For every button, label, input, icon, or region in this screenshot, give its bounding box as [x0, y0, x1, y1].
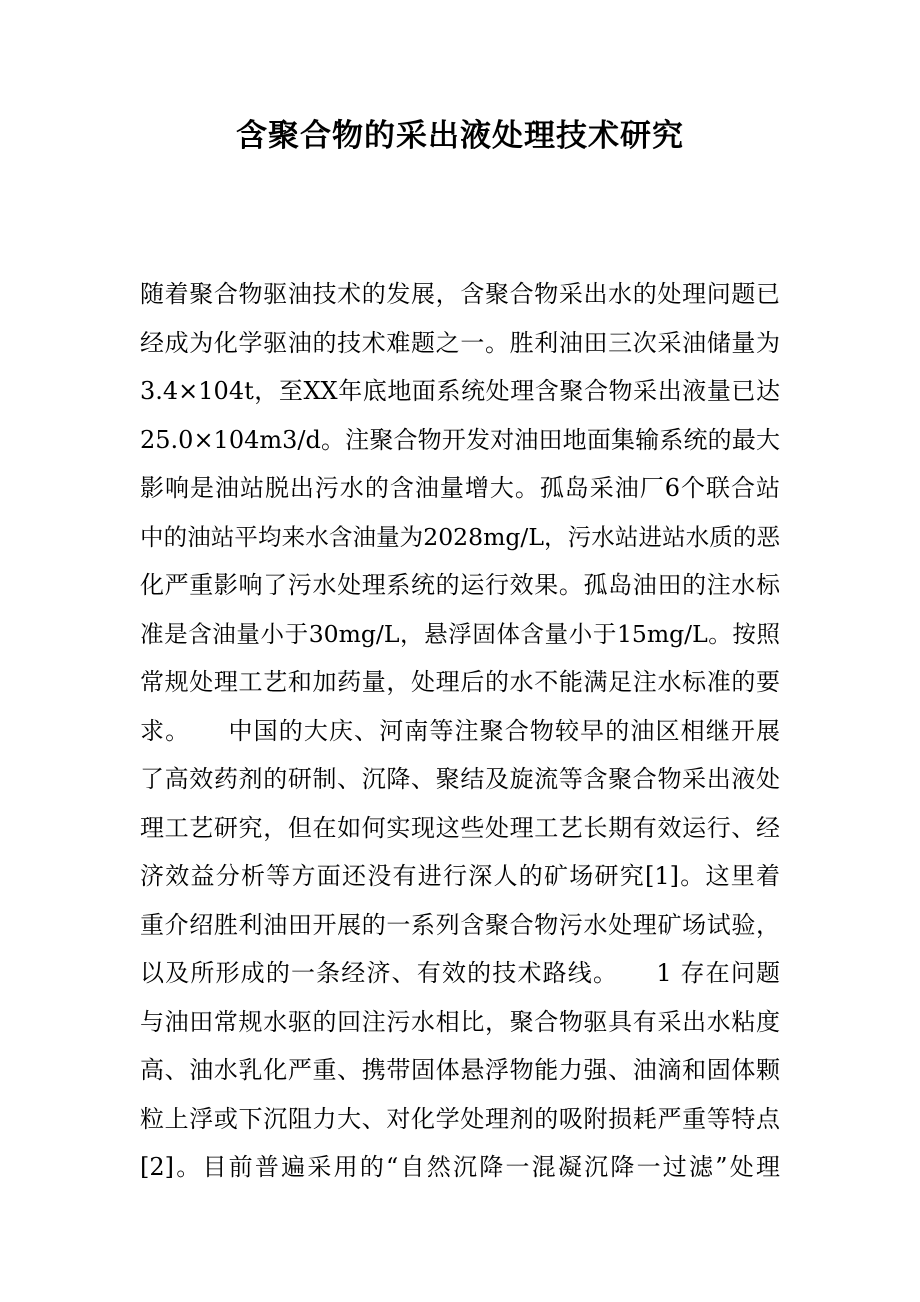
text-line: 求。 中国的大庆、河南等注聚合物较早的油区相继开展	[140, 716, 780, 745]
text-line: 粒上浮或下沉阻力大、对化学处理剂的吸附损耗严重等特点	[140, 1104, 780, 1133]
text-line: 中的油站平均来水含油量为2028mg/L，污水站进站水质的恶	[140, 522, 780, 551]
text-line: 高、油水乳化严重、携带固体悬浮物能力强、油滴和固体颗	[140, 1056, 780, 1084]
text-line: 准是含油量小于30mg/L，悬浮固体含量小于15mg/L。按照	[140, 619, 780, 648]
text-line: 3.4×104t，至XX年底地面系统处理含聚合物采出液量已达	[140, 377, 780, 405]
text-line: 与油田常规水驱的回注污水相比，聚合物驱具有采出水粘度	[140, 1007, 780, 1036]
text-line: 了高效药剂的研制、沉降、聚结及旋流等含聚合物采出液处	[140, 765, 780, 793]
text-line: 常规处理工艺和加药量，处理后的水不能满足注水标准的要	[140, 668, 780, 696]
text-line: 重介绍胜利油田开展的一系列含聚合物污水处理矿场试验，	[140, 910, 780, 939]
text-line: 化严重影响了污水处理系统的运行效果。孤岛油田的注水标	[140, 571, 780, 599]
text-line: 以及所形成的一条经济、有效的技术路线。 1 存在问题	[140, 959, 780, 987]
body-text	[140, 270, 780, 1192]
text-line: 随着聚合物驱油技术的发展，含聚合物采出水的处理问题已	[140, 280, 780, 308]
document-title: 含聚合物的采出液处理技术研究	[236, 118, 684, 154]
text-line: 25.0×104m3/d。注聚合物开发对油田地面集输系统的最大	[140, 425, 780, 454]
text-line: 经成为化学驱油的技术难题之一。胜利油田三次采油储量为	[140, 328, 780, 357]
text-line: 影响是油站脱出污水的含油量增大。孤岛采油厂6个联合站	[140, 474, 780, 502]
text-line: [2]。目前普遍采用的“自然沉降一混凝沉降一过滤”处理	[140, 1153, 780, 1181]
text-line: 理工艺研究，但在如何实现这些处理工艺长期有效运行、经	[140, 813, 780, 842]
text-line: 济效益分析等方面还没有进行深人的矿场研究[1]。这里着	[140, 862, 780, 890]
